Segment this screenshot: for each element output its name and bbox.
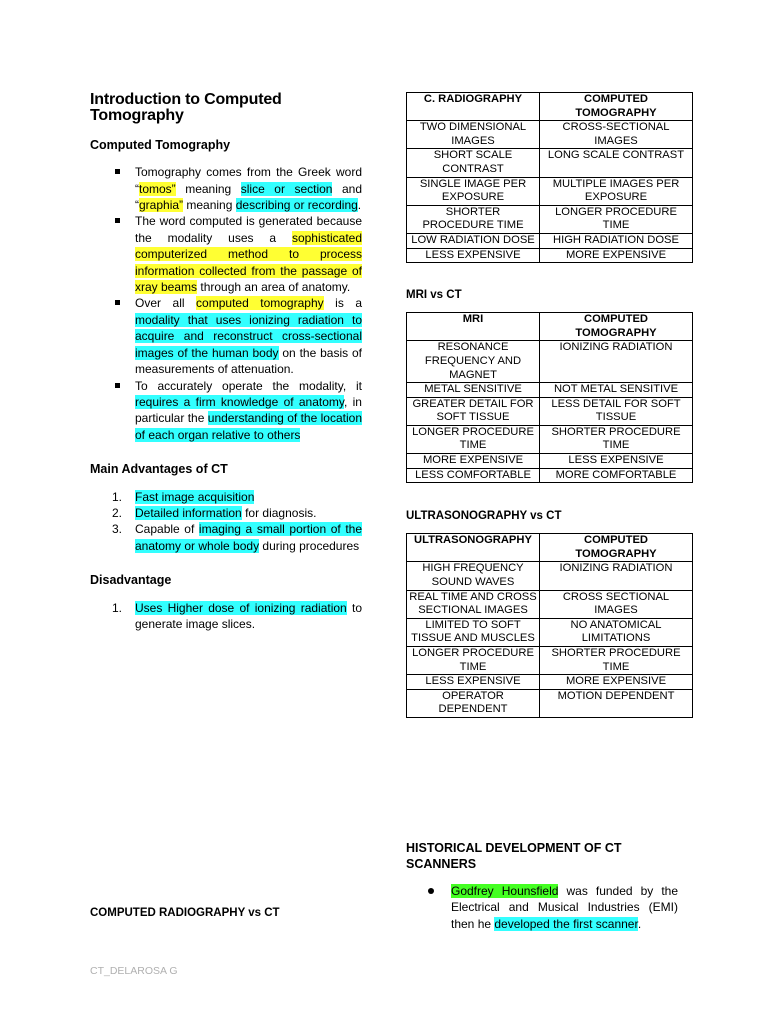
table-row xyxy=(407,397,693,425)
table-cell: SHORTER PROCEDURE TIME xyxy=(540,425,693,453)
table-cell: CROSS-SECTIONAL IMAGES xyxy=(540,121,693,149)
text: The word computed is generated because the modality uses a xyxy=(135,214,362,245)
highlight-cyan: modality that uses ionizing radiation to acquire and reconstruct cross-sectional images of the human body xyxy=(135,312,362,360)
advantage-item xyxy=(90,505,362,521)
table-cell: MORE EXPENSIVE xyxy=(540,675,693,690)
history-section xyxy=(406,840,678,932)
table-cell: IONIZING RADIATION xyxy=(540,562,693,590)
square-bullet-icon xyxy=(115,300,120,305)
highlight-yellow: graphia” xyxy=(139,198,184,213)
disadvantage-heading: Disadvantage xyxy=(90,573,172,588)
text: was funded by the Electrical and Musical Industries (EMI) then he xyxy=(451,883,678,931)
table-cell: LONGER PROCEDURE TIME xyxy=(407,425,540,453)
table-row xyxy=(407,341,693,383)
table-row xyxy=(407,383,693,398)
text: through an area of anatomy. xyxy=(197,280,351,295)
list-number: 2. xyxy=(112,505,123,520)
ct-bullet-list xyxy=(90,164,362,443)
table-row xyxy=(407,177,693,205)
mri-vs-ct-table xyxy=(406,312,693,483)
ultrasonography-vs-ct-table xyxy=(406,533,693,718)
list-number: 3. xyxy=(112,522,123,537)
column-header: MRI xyxy=(407,313,540,341)
round-bullet-icon xyxy=(428,888,434,894)
highlight-yellow: tomos” xyxy=(139,181,176,196)
text: To accurately operate the modality, it xyxy=(135,378,362,393)
table-row xyxy=(407,248,693,263)
table-header-row xyxy=(407,93,693,121)
table-cell: LONG SCALE CONTRAST xyxy=(540,149,693,177)
table-cell: MORE EXPENSIVE xyxy=(407,454,540,469)
history-list xyxy=(406,883,678,932)
table-cell: MULTIPLE IMAGES PER EXPOSURE xyxy=(540,177,693,205)
square-bullet-icon xyxy=(115,169,120,174)
list-number: 1. xyxy=(112,600,123,615)
table-row xyxy=(407,425,693,453)
bullet-item xyxy=(90,295,362,377)
table-cell: MOTION DEPENDENT xyxy=(540,689,693,717)
highlight-cyan: Uses Higher dose of ionizing radiation xyxy=(135,600,347,615)
footer-text: CT_DELAROSA G xyxy=(90,965,178,977)
column-header: COMPUTED TOMOGRAPHY xyxy=(540,313,693,341)
table-cell: REAL TIME AND CROSS SECTIONAL IMAGES xyxy=(407,590,540,618)
advantage-item xyxy=(90,489,362,505)
table-header-row xyxy=(407,313,693,341)
table-cell: RESONANCE FREQUENCY AND MAGNET xyxy=(407,341,540,383)
advantages-heading: Main Advantages of CT xyxy=(90,462,228,477)
highlight-cyan: developed the first scanner xyxy=(494,916,638,931)
table-cell: CROSS SECTIONAL IMAGES xyxy=(540,590,693,618)
table-cell: HIGH FREQUENCY SOUND WAVES xyxy=(407,562,540,590)
list-number: 1. xyxy=(112,489,123,504)
text: is a xyxy=(323,296,363,311)
text: meaning xyxy=(183,198,236,213)
radiography-vs-ct-table xyxy=(406,92,693,263)
table-cell: LESS EXPENSIVE xyxy=(407,248,540,263)
highlight-cyan: Fast image acquisition xyxy=(135,489,255,504)
text: meaning xyxy=(175,181,241,196)
table-cell: IONIZING RADIATION xyxy=(540,341,693,383)
table-cell: LONGER PROCEDURE TIME xyxy=(540,205,693,233)
history-heading: HISTORICAL DEVELOPMENT OF CT SCANNERS xyxy=(406,841,622,872)
table-cell: SHORTER PROCEDURE TIME xyxy=(407,205,540,233)
radiography-vs-ct-label: COMPUTED RADIOGRAPHY vs CT xyxy=(90,907,280,919)
disadvantage-list xyxy=(90,600,362,633)
table-cell: METAL SENSITIVE xyxy=(407,383,540,398)
table-cell: SHORTER PROCEDURE TIME xyxy=(540,647,693,675)
ultrasonography-vs-ct-label: ULTRASONOGRAPHY vs CT xyxy=(406,510,562,523)
table-cell: NO ANATOMICAL LIMITATIONS xyxy=(540,618,693,646)
left-column xyxy=(90,92,362,650)
advantage-item xyxy=(90,521,362,554)
table-cell: OPERATOR DEPENDENT xyxy=(407,689,540,717)
ct-heading: Computed Tomography xyxy=(90,137,231,152)
column-header: ULTRASONOGRAPHY xyxy=(407,534,540,562)
text: , in particular the xyxy=(135,394,362,426)
table-cell: LIMITED TO SOFT TISSUE AND MUSCLES xyxy=(407,618,540,646)
history-item xyxy=(406,883,678,932)
bullet-item xyxy=(90,378,362,444)
highlight-cyan: Detailed information xyxy=(135,505,242,520)
text: and “ xyxy=(135,181,362,213)
table-cell: LESS EXPENSIVE xyxy=(540,454,693,469)
table-row xyxy=(407,468,693,483)
table-row xyxy=(407,689,693,717)
right-column xyxy=(406,92,692,718)
table-cell: SINGLE IMAGE PER EXPOSURE xyxy=(407,177,540,205)
mri-vs-ct-label: MRI vs CT xyxy=(406,289,462,302)
square-bullet-icon xyxy=(115,218,120,223)
highlight-yellow: computed tomography xyxy=(196,296,324,311)
table-row xyxy=(407,675,693,690)
table-row xyxy=(407,647,693,675)
page-title: Introduction to Computed Tomography xyxy=(90,91,282,125)
table-cell: MORE COMFORTABLE xyxy=(540,468,693,483)
text: . xyxy=(637,916,642,931)
table-cell: LESS EXPENSIVE xyxy=(407,675,540,690)
highlight-green: Godfrey Hounsfield xyxy=(451,883,559,898)
text: Capable of xyxy=(135,522,199,537)
table-cell: HIGH RADIATION DOSE xyxy=(540,233,693,248)
text: to generate image slices. xyxy=(135,600,362,631)
bullet-item xyxy=(90,213,362,295)
table-row xyxy=(407,121,693,149)
highlight-yellow: sophisticated computerized method to process information collected from the passage of xray beams xyxy=(135,230,362,295)
highlight-cyan: imaging a small portion of the anatomy or whole body xyxy=(135,522,362,553)
table-row xyxy=(407,149,693,177)
highlight-cyan: understanding of the location of each organ relative to others xyxy=(135,411,362,442)
square-bullet-icon xyxy=(115,383,120,388)
highlight-cyan: describing or recording xyxy=(235,198,358,213)
table-cell: SHORT SCALE CONTRAST xyxy=(407,149,540,177)
text: . xyxy=(357,198,362,213)
text: Over all xyxy=(135,296,197,311)
advantages-list xyxy=(90,489,362,555)
column-header: COMPUTED TOMOGRAPHY xyxy=(540,534,693,562)
table-header-row xyxy=(407,534,693,562)
table-row xyxy=(407,618,693,646)
text: during procedures xyxy=(259,538,360,553)
text: Tomography comes from the Greek word “ xyxy=(135,165,362,196)
table-cell: LONGER PROCEDURE TIME xyxy=(407,647,540,675)
column-header: COMPUTED TOMOGRAPHY xyxy=(540,93,693,121)
table-row xyxy=(407,562,693,590)
column-header: C. RADIOGRAPHY xyxy=(407,93,540,121)
bullet-item xyxy=(90,164,362,213)
table-cell: GREATER DETAIL FOR SOFT TISSUE xyxy=(407,397,540,425)
table-cell: NOT METAL SENSITIVE xyxy=(540,383,693,398)
table-cell: MORE EXPENSIVE xyxy=(540,248,693,263)
disadvantage-item xyxy=(90,600,362,633)
table-cell: LOW RADIATION DOSE xyxy=(407,233,540,248)
text: on the basis of measurements of attenuation. xyxy=(135,345,362,377)
table-cell: LESS DETAIL FOR SOFT TISSUE xyxy=(540,397,693,425)
table-row xyxy=(407,590,693,618)
table-row xyxy=(407,233,693,248)
text: for diagnosis. xyxy=(241,505,317,520)
table-row xyxy=(407,454,693,469)
highlight-cyan: requires a firm knowledge of anatomy xyxy=(135,394,345,409)
table-cell: TWO DIMENSIONAL IMAGES xyxy=(407,121,540,149)
highlight-cyan: slice or section xyxy=(240,181,333,196)
table-cell: LESS COMFORTABLE xyxy=(407,468,540,483)
table-row xyxy=(407,205,693,233)
